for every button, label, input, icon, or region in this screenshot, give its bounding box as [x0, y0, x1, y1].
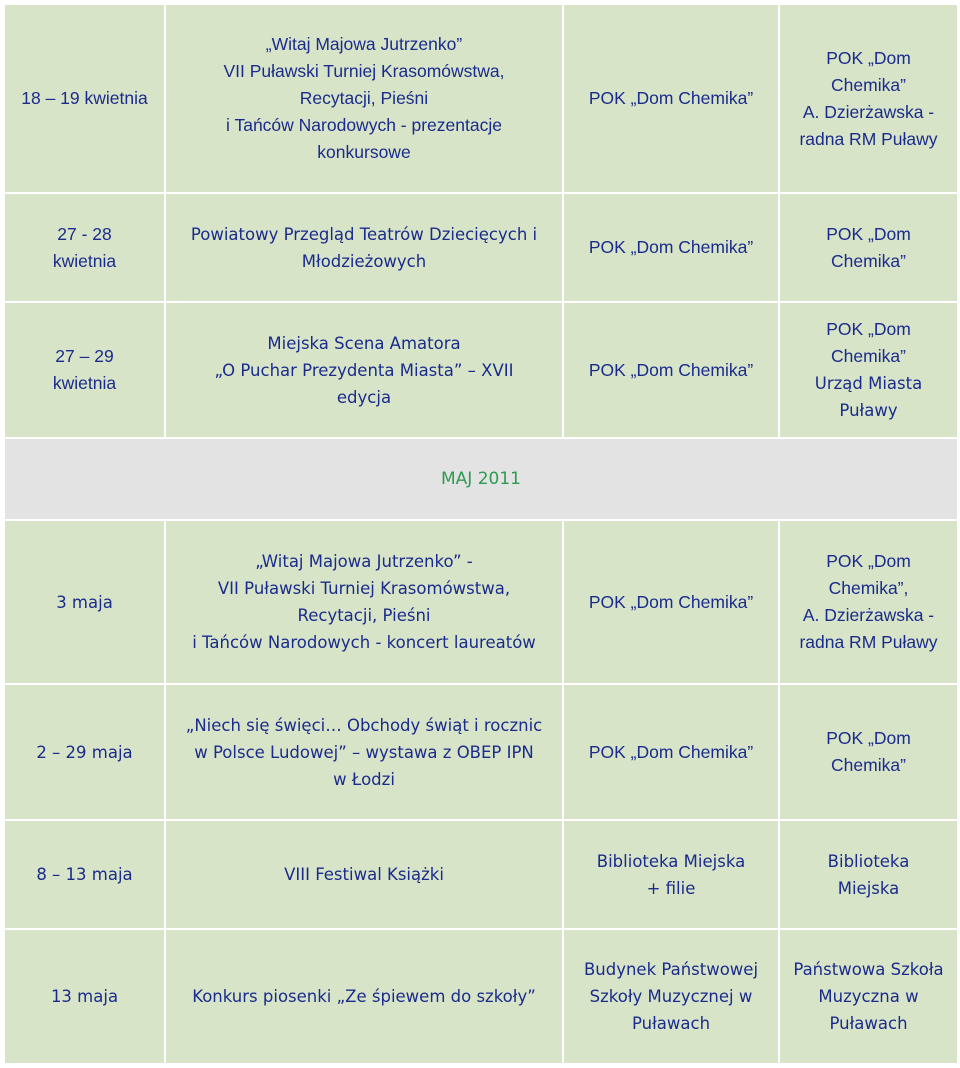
event-text: „Witaj Majowa Jutrzenko”	[265, 34, 463, 54]
venue-text: Budynek Państwowej	[583, 960, 759, 979]
organizer-cell	[779, 520, 958, 684]
venue-cell	[563, 684, 779, 820]
date-cell	[4, 520, 165, 684]
event-text: „Witaj Majowa Jutrzenko” -	[255, 552, 473, 571]
date-cell	[4, 684, 165, 820]
date-text: 27 – 29	[55, 346, 114, 366]
event-text: Konkurs piosenki „Ze śpiewem do szkoły”	[192, 987, 536, 1006]
venue-text: POK „Dom Chemika”	[588, 741, 754, 762]
venue-text: POK „Dom Chemika”	[588, 237, 754, 257]
organizer-text: POK „Dom	[826, 551, 911, 571]
organizer-text: radna RM Puławy	[799, 632, 938, 652]
date-cell	[4, 4, 165, 193]
month-header-row	[4, 438, 958, 520]
date-cell	[4, 302, 165, 438]
venue-cell	[563, 929, 779, 1064]
date-text: kwietnia	[52, 250, 117, 271]
organizer-text: Chemika”	[831, 755, 906, 775]
venue-text: Szkoły Muzycznej w	[589, 987, 753, 1006]
table-row	[4, 302, 958, 438]
event-text: w Polsce Ludowej” – wystawa z OBEP IPN	[194, 742, 534, 762]
table-row	[4, 4, 958, 193]
organizer-text: Chemika”	[831, 346, 906, 366]
date-cell	[4, 193, 165, 302]
event-text: „Niech się święci… Obchody świąt i rocznic	[185, 715, 543, 735]
event-cell	[165, 684, 563, 820]
venue-text: POK „Dom Chemika”	[588, 591, 754, 612]
organizer-text: Puławach	[829, 1014, 908, 1033]
organizer-text: POK „Dom	[826, 728, 911, 748]
date-text: 2 – 29 maja	[36, 742, 133, 762]
organizer-cell	[779, 302, 958, 438]
month-header: MAJ 2011	[4, 438, 958, 520]
event-cell	[165, 520, 563, 684]
venue-cell	[563, 820, 779, 929]
organizer-text: A. Dzierżawska -	[802, 101, 935, 122]
event-cell	[165, 4, 563, 193]
date-text: 18 – 19 kwietnia	[21, 88, 148, 108]
table-row	[4, 684, 958, 820]
venue-cell	[563, 302, 779, 438]
organizer-cell	[779, 820, 958, 929]
organizer-text: POK „Dom	[826, 47, 911, 68]
events-table	[3, 3, 959, 1065]
venue-text: Puławach	[631, 1014, 711, 1033]
event-text: konkursowe	[317, 142, 411, 162]
event-cell	[165, 820, 563, 929]
organizer-cell	[779, 193, 958, 302]
event-text: „O Puchar Prezydenta Miasta” – XVII	[214, 360, 514, 380]
date-cell	[4, 820, 165, 929]
event-text: Młodzieżowych	[301, 251, 427, 271]
organizer-cell	[779, 4, 958, 193]
event-text: i Tańców Narodowych - koncert laureatów	[192, 633, 536, 652]
date-text: 3 maja	[56, 592, 113, 612]
date-text: kwietnia	[52, 373, 117, 393]
organizer-text: radna RM Puławy	[799, 128, 938, 149]
table-row	[4, 193, 958, 302]
event-text: VII Puławski Turniej Krasomówstwa,	[223, 61, 505, 81]
venue-text: POK „Dom Chemika”	[588, 359, 754, 380]
organizer-text: Chemika”	[831, 74, 906, 95]
venue-text: Biblioteka Miejska	[596, 851, 746, 871]
event-text: VIII Festiwal Książki	[284, 865, 444, 884]
event-cell	[165, 193, 563, 302]
organizer-text: Muzyczna w	[818, 987, 919, 1006]
event-text: Recytacji, Pieśni	[297, 606, 431, 625]
venue-text: POK „Dom Chemika”	[588, 88, 754, 108]
event-text: edycja	[336, 387, 392, 407]
organizer-text: Puławy	[839, 401, 898, 420]
table-row	[4, 820, 958, 929]
table-row	[4, 520, 958, 684]
venue-text: + filie	[646, 878, 696, 898]
event-text: VII Puławski Turniej Krasomówstwa,	[217, 579, 511, 598]
venue-cell	[563, 520, 779, 684]
venue-cell	[563, 4, 779, 193]
organizer-text: Państwowa Szkoła	[793, 960, 944, 979]
event-text: Recytacji, Pieśni	[299, 88, 429, 108]
organizer-text: Urząd Miasta	[814, 374, 923, 393]
event-cell	[165, 302, 563, 438]
organizer-text: POK „Dom	[826, 319, 911, 339]
event-text: Powiatowy Przegląd Teatrów Dziecięcych i	[190, 224, 538, 244]
organizer-cell	[779, 929, 958, 1064]
organizer-text: A. Dzierżawska -	[802, 605, 935, 625]
organizer-text: Chemika”,	[828, 578, 909, 598]
organizer-text: Miejska	[837, 878, 900, 898]
organizer-text: POK „Dom	[826, 223, 911, 244]
date-cell	[4, 929, 165, 1064]
venue-cell	[563, 193, 779, 302]
organizer-text: Chemika”	[831, 250, 906, 271]
organizer-text: Biblioteka	[827, 851, 910, 871]
date-text: 13 maja	[50, 987, 119, 1006]
date-text: 27 - 28	[57, 223, 112, 244]
event-text: w Łodzi	[333, 769, 395, 789]
event-text: i Tańców Narodowych - prezentacje	[226, 115, 502, 135]
organizer-cell	[779, 684, 958, 820]
event-text: Miejska Scena Amatora	[267, 333, 461, 353]
event-cell	[165, 929, 563, 1064]
table-row	[4, 929, 958, 1064]
date-text: 8 – 13 maja	[36, 865, 133, 884]
